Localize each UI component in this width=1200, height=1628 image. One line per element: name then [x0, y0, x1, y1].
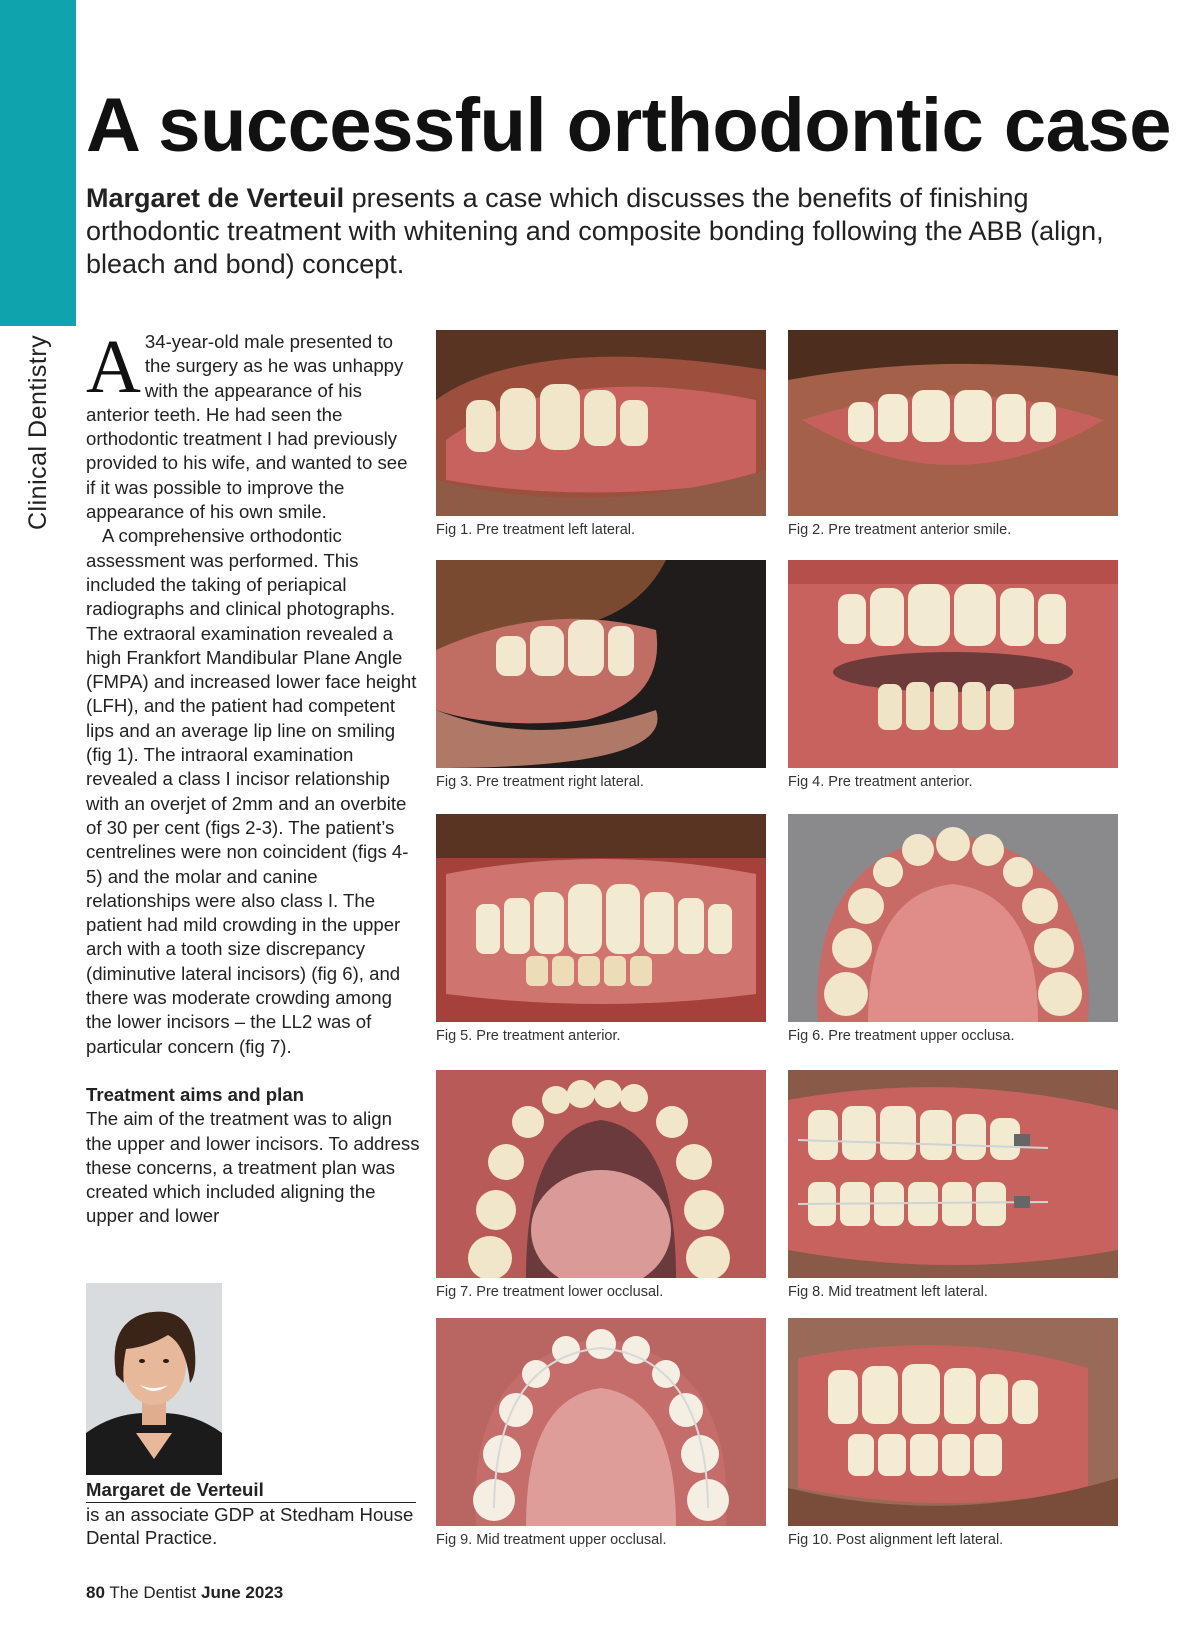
page-footer	[86, 1583, 283, 1603]
figure-3	[436, 560, 766, 790]
bio-name: Margaret de Verteuil	[86, 1478, 416, 1503]
article-title: A successful orthodontic case	[86, 83, 1171, 168]
bio-role: is an associate GDP at Stedham House Dental Practice.	[86, 1504, 414, 1548]
figure-3-photo	[436, 560, 766, 768]
figure-10-photo	[788, 1318, 1118, 1526]
figure-7-photo	[436, 1070, 766, 1278]
figure-10-caption: Fig 10. Post alignment left lateral.	[788, 1532, 1004, 1548]
figure-4-photo	[788, 560, 1118, 768]
figure-4-caption: Fig 4. Pre treatment anterior.	[788, 774, 973, 790]
standfirst-author: Margaret de Verteuil	[86, 183, 345, 213]
figure-8	[788, 1070, 1118, 1300]
figure-9-caption: Fig 9. Mid treatment upper occlusal.	[436, 1532, 667, 1548]
figure-5	[436, 814, 766, 1044]
issue-date: June 2023	[201, 1583, 284, 1602]
figure-6-caption: Fig 6. Pre treatment upper occlusa.	[788, 1028, 1015, 1044]
figure-3-caption: Fig 3. Pre treatment right lateral.	[436, 774, 644, 790]
figure-8-photo	[788, 1070, 1118, 1278]
figure-6-photo	[788, 814, 1118, 1022]
body-paragraph-2: A comprehensive orthodontic assessment was performed. This included the taking of periapical radiographs and clinical photographs. The extraoral examination revealed a high Frankfort Mandibular Plane Angle (FMPA) and increased lower face height (LFH), and the patient had competent lips and an average lip line on smiling (fig 1). The intraoral examination revealed a class I incisor relationship with an overjet of 2mm and an overbite of 30 per cent (figs 2-3). The patient’s centrelines were non coincident (figs 4-5) and the molar and canine relationships were also class I. The patient had mild crowding in the upper arch with a tooth size discrepancy (diminutive lateral incisors) (fig 6), and there was moderate crowding among the lower incisors – the LL2 was of particular concern (fig 7).	[86, 525, 417, 1057]
figure-10	[788, 1318, 1118, 1548]
author-bio	[86, 1478, 416, 1549]
figure-5-caption: Fig 5. Pre treatment anterior.	[436, 1028, 621, 1044]
section-color-bar	[0, 0, 76, 326]
figure-1-photo	[436, 330, 766, 516]
article-body	[86, 325, 421, 1229]
page-number: 80	[86, 1583, 105, 1602]
standfirst	[86, 182, 1166, 281]
figure-9	[436, 1318, 766, 1548]
subheading: Treatment aims and plan	[86, 1083, 305, 1105]
figure-1	[436, 330, 766, 538]
body-paragraph-3: The aim of the treatment was to align the upper and lower incisors. To address these concerns, a treatment plan was created which included aligning the upper and lower	[86, 1108, 420, 1227]
figure-2-photo	[788, 330, 1118, 516]
figure-6	[788, 814, 1118, 1044]
figure-1-caption: Fig 1. Pre treatment left lateral.	[436, 522, 636, 538]
figure-2-caption: Fig 2. Pre treatment anterior smile.	[788, 522, 1012, 538]
publication-name: The Dentist	[109, 1583, 197, 1602]
body-paragraph-1-text: 34-year-old male presented to the surgery as he was unhappy with the appearance of his anterior teeth. He had seen the orthodontic treatment I had previously provided to his wife, and wanted to see if it was possible to improve the appearance of his own smile.	[86, 331, 408, 523]
figure-7-caption: Fig 7. Pre treatment lower occlusal.	[436, 1284, 664, 1300]
standfirst-text: presents a case which discusses the benefits of finishing orthodontic treatment with whitening and composite bonding following the ABB (align, bleach and bond) concept.	[86, 183, 1104, 279]
section-label: Clinical Dentistry	[24, 334, 52, 530]
author-photo	[86, 1283, 222, 1475]
figure-9-photo	[436, 1318, 766, 1526]
figure-2	[788, 330, 1118, 538]
figure-4	[788, 560, 1118, 790]
body-paragraph-1	[86, 325, 421, 524]
figure-8-caption: Fig 8. Mid treatment left lateral.	[788, 1284, 988, 1300]
drop-cap: A	[86, 325, 141, 409]
figure-5-photo	[436, 814, 766, 1022]
figure-7	[436, 1070, 766, 1300]
